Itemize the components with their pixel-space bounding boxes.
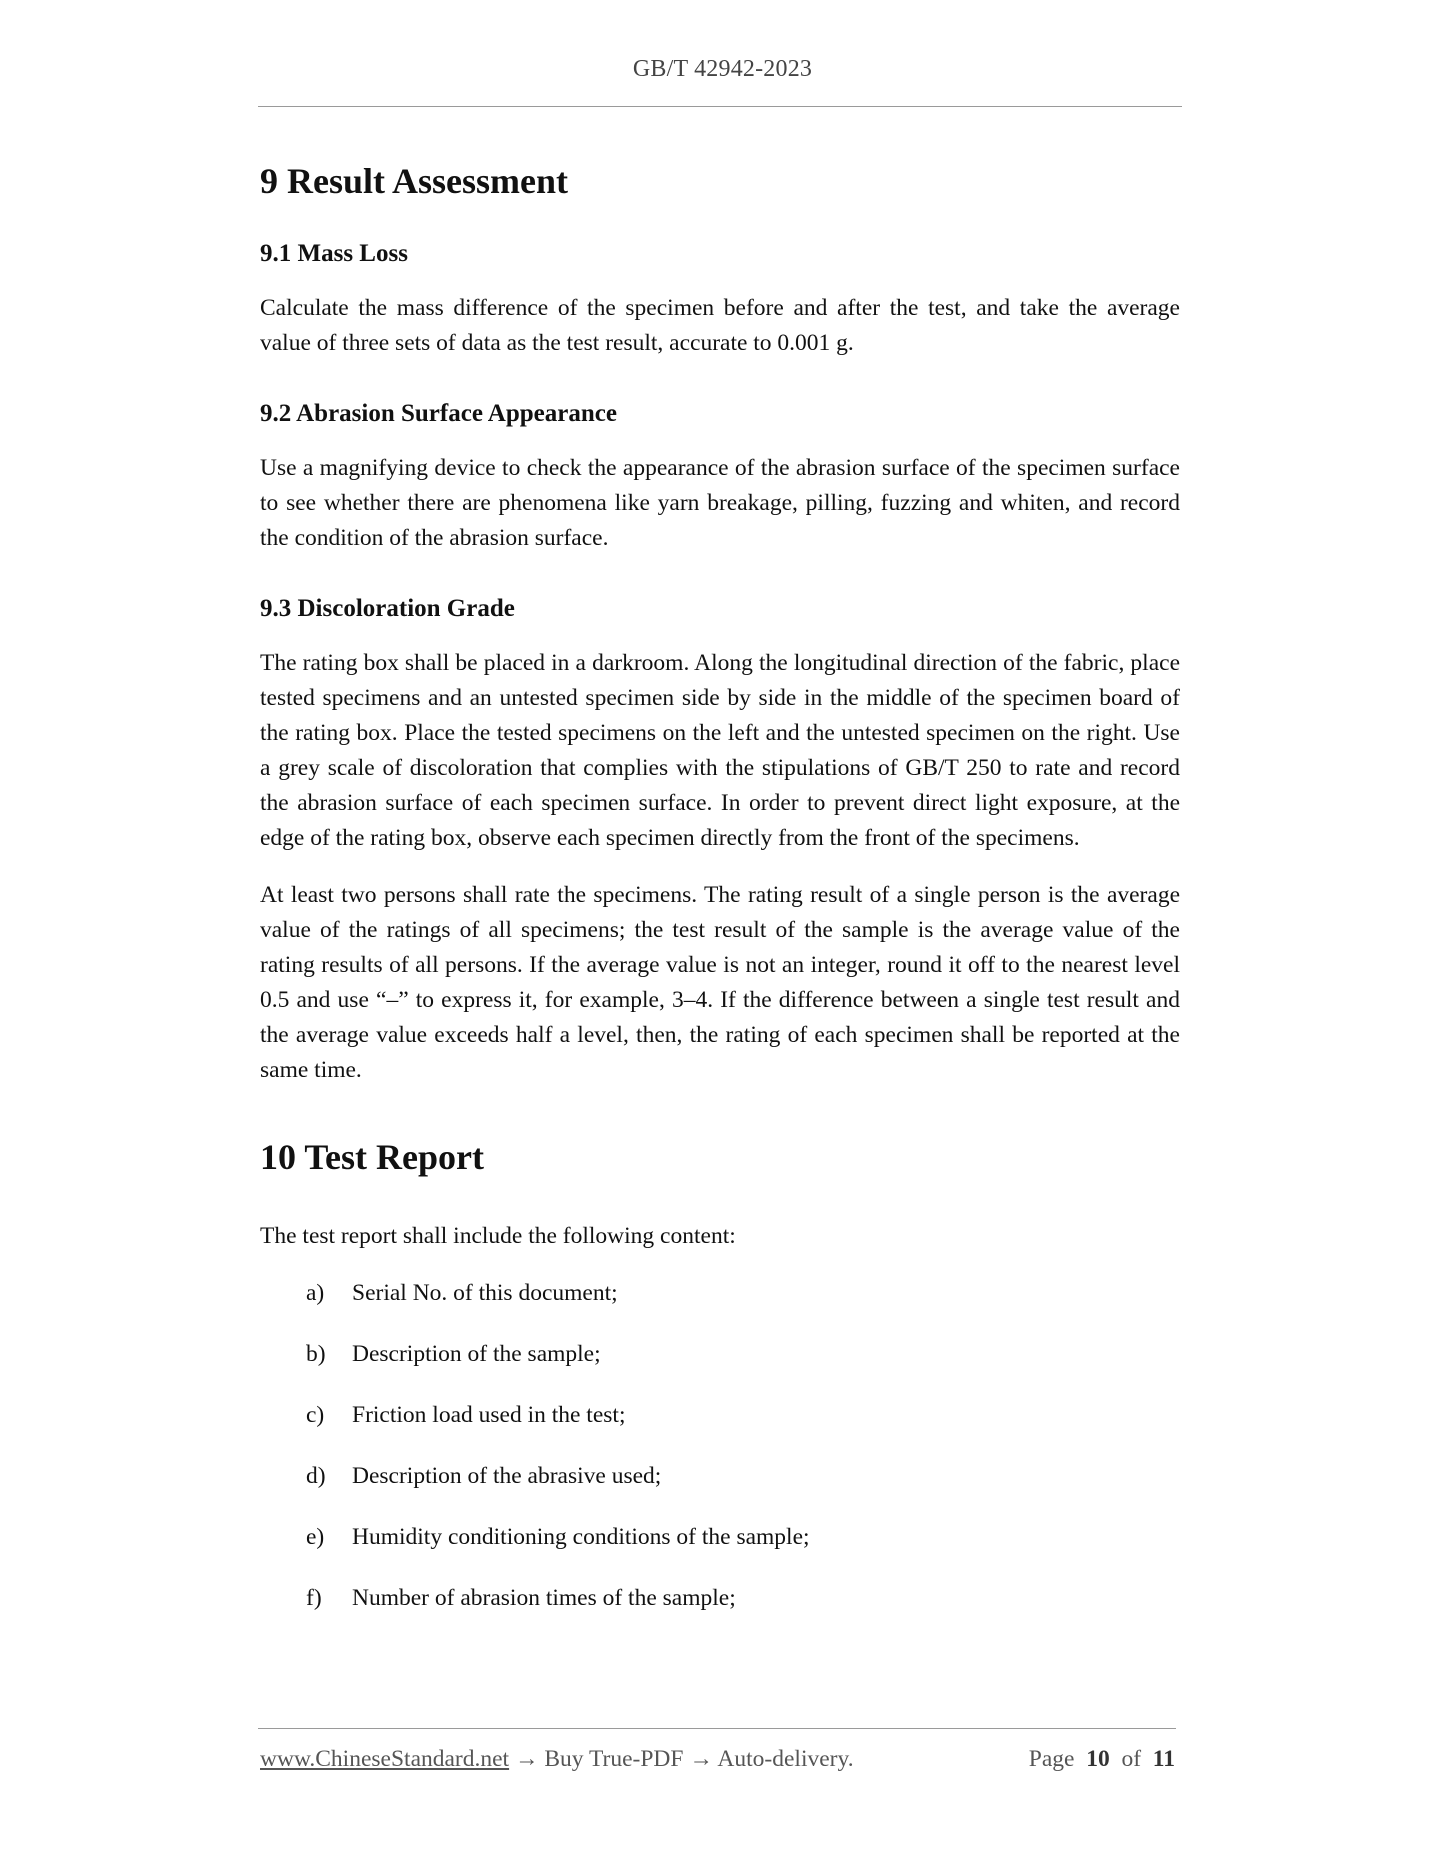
list-item-marker: e) <box>306 1524 325 1551</box>
section-9-1-paragraph: Calculate the mass difference of the specimen before and after the test, and take the average value of three sets of data as the test result, accurate to 0.001 g. <box>260 295 1180 357</box>
arrow-right-icon: → <box>689 1746 713 1772</box>
arrow-right-icon: → <box>514 1746 539 1772</box>
list-item-text: Description of the abrasive used; <box>352 1463 662 1490</box>
section-9-2-title: 9.2 Abrasion Surface Appearance <box>260 400 617 428</box>
header-divider <box>258 106 1182 107</box>
list-item-marker: c) <box>306 1402 325 1429</box>
list-item <box>306 1276 1180 1311</box>
footer-divider <box>258 1728 1176 1729</box>
page-total: 11 <box>1152 1746 1175 1772</box>
section-9-title: 9 Result Assessment <box>260 161 569 201</box>
list-item-text: Number of abrasion times of the sample; <box>352 1585 736 1612</box>
page-content <box>260 150 1180 1642</box>
list-item-text: Friction load used in the test; <box>352 1402 626 1429</box>
section-9-3-paragraph-2: At least two persons shall rate the specimens. The rating result of a single person is the average value of the ratings of all specimens; the test result of the sample is the average value of the rating results of all persons. If the average value is not an integer, round it off to the nearest level 0.5 and use “–” to express it, for example, 3–4. If the difference between a single test result and the average value exceeds half a level, then, the rating of each specimen shall be reported at the same time. <box>260 882 1180 1084</box>
page-of: of <box>1121 1746 1142 1772</box>
page-current: 10 <box>1086 1746 1110 1772</box>
section-9-2-paragraph: Use a magnifying device to check the appearance of the abrasion surface of the specimen surface to see whether there are phenomena like yarn breakage, pilling, fuzzing and whiten, and record the condition of the abrasion surface. <box>260 455 1180 552</box>
list-item <box>306 1398 1180 1433</box>
section-9-3-paragraph-1: The rating box shall be placed in a darkroom. Along the longitudinal direction of the fabric, place tested specimens and an untested specimen side by side in the middle of the specimen board of the rating box. Place the tested specimens on the left and the untested specimen on the right. Use a grey scale of discoloration that complies with the stipulations of GB/T 250 to rate and record the abrasion surface of each specimen surface. In order to prevent direct light exposure, at the edge of the rating box, observe each specimen directly from the front of the specimens. <box>260 650 1180 852</box>
list-item-marker: f) <box>306 1585 322 1612</box>
footer-promo <box>260 1746 854 1773</box>
list-item-text: Description of the sample; <box>352 1341 601 1368</box>
list-item-marker: d) <box>306 1463 326 1490</box>
page-label: Page <box>1028 1746 1075 1772</box>
page-footer <box>260 1746 1175 1773</box>
section-10-title: 10 Test Report <box>260 1137 484 1178</box>
list-item <box>306 1337 1180 1372</box>
section-9-3-title: 9.3 Discoloration Grade <box>260 595 515 623</box>
list-item-marker: a) <box>306 1280 325 1307</box>
auto-delivery-text: Auto-delivery. <box>717 1746 854 1772</box>
list-item-text: Serial No. of this document; <box>352 1280 618 1307</box>
section-9-1-title: 9.1 Mass Loss <box>260 240 408 268</box>
list-item-marker: b) <box>306 1341 326 1368</box>
list-item <box>306 1520 1180 1555</box>
buy-pdf-text: Buy True-PDF <box>544 1746 684 1772</box>
list-item-text: Humidity conditioning conditions of the sample; <box>352 1524 810 1551</box>
website-link[interactable]: www.ChineseStandard.net <box>260 1746 510 1772</box>
section-10-intro: The test report shall include the following content: <box>260 1223 736 1250</box>
list-item <box>306 1459 1180 1494</box>
list-item <box>306 1581 1180 1616</box>
page-header: GB/T 42942-2023 <box>632 56 813 82</box>
report-content-list <box>306 1276 1180 1616</box>
page-number <box>1029 1746 1175 1773</box>
